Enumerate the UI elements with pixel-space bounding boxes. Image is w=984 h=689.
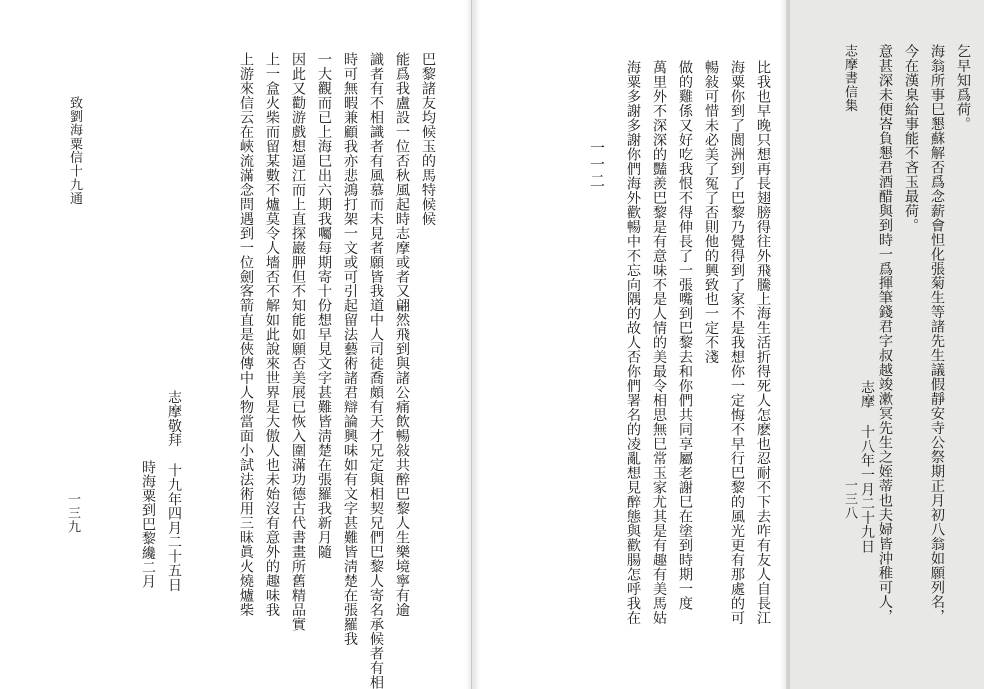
right-page-running-head: 志摩書信集 [842,44,857,113]
mid-page-column-4: 做的雞係又好吃我恨不得伸長了一張嘴到巴黎去和你們共同享屬老謝巳在塗到時期一度 [677,60,693,611]
right-page-column-1: 乞早知爲荷。 [955,44,971,131]
mid-page-column-6: 海粟多謝多謝你們海外歡暢中不忘向隅的故人否你們署名的凌亂想見醉態與歡腸怎呼我在 [625,60,641,625]
left-page-column-3: 識者有不相識者有風慕而未見者願皆我道中人司徒喬頗有天才兄定與相契兄們巴黎人寄名承候者有相 [368,52,384,689]
left-page-column-2: 能爲我盧設一位否秋風起時志摩或者又翩然飛到與諸公痛飲暢敍共醉巴黎人生樂境寧有逾 [394,52,410,617]
left-page-column-6: 因此又勸游戲想逼江而上直探巖胛但不知能如願否美展已恢入圍滿功德古代書畫所舊精品實 [290,52,306,632]
left-page-number: 一三九 [65,492,80,535]
left-page [0,0,472,689]
right-page-column-2: 海翁所事巳懇蘇解否爲念薪會怛化張菊生等諸先生議假靜安寺公祭期正月初八翁如願列名， [929,44,945,624]
left-page-signature-1: 志摩敬拜 十九年四月二十五日 [166,390,182,592]
left-page-column-1: 巴黎諸友均候玉的馬特候候 [420,52,436,226]
right-hand-page [473,0,786,689]
right-page-number: 一三八 [842,478,857,521]
left-page-column-7: 上一盒火柴而留某數不爐莫令人墻否不解如此說來世界是大傲人也未始沒有意外的趣味我 [264,52,280,617]
left-page-column-5: 一大觀而已上海巳出六期我囑每期寄十份想早見文字甚難皆淸楚在張羅我新月隨 [316,52,332,559]
mid-page-column-5: 萬里外不深深的豔羨巴黎是有意味不是人情的美最令相思無巳常玉家尤其是有趣有美馬姑 [651,60,667,625]
left-page-column-4: 時可無暇兼顧我亦悲鴻打架一文或可引起留法藝術諸君辯論興味如有文字甚難皆淸楚在張羅我 [342,52,358,646]
right-page-column-3: 今在漢臬給事能不吝玉最荷。 [903,44,919,233]
right-page-signature: 志摩 十八年一月二十九日 [859,380,875,554]
previous-page [786,0,984,689]
mid-page-column-3: 暢敍可惜未必美了冤了否則他的興致也一定不淺 [703,60,719,365]
mid-page-column-2: 海粟你到了閬洲到了巴黎乃覺得到了家不是我想你一定悔不早行巴黎的風光更有那處的可 [729,60,745,625]
right-page-column-4: 意甚深未便峇負懇君酒醋與到時一爲揮筆錢君字叔越竣漱冥先生之姪蒂也夫婦皆沖稚可人， [877,44,893,624]
mid-page-column-1: 比我也早晚只想再長翅膀得往外飛騰上海生活折得死人怎麽也忍耐不下去咋有友人自長江 [755,60,771,625]
left-page-signature-2: 時海粟到巴黎纔二月 [140,460,156,589]
left-page-column-8: 上游來信云在峽流滿念問遇到一位劍客箭直是俠傳中人物當面小試法術用三昧眞火燒爐柴 [238,52,254,617]
left-page-running-head: 致劉海粟信十九通 [67,96,82,206]
chapter-number: 一一二 [588,140,606,190]
